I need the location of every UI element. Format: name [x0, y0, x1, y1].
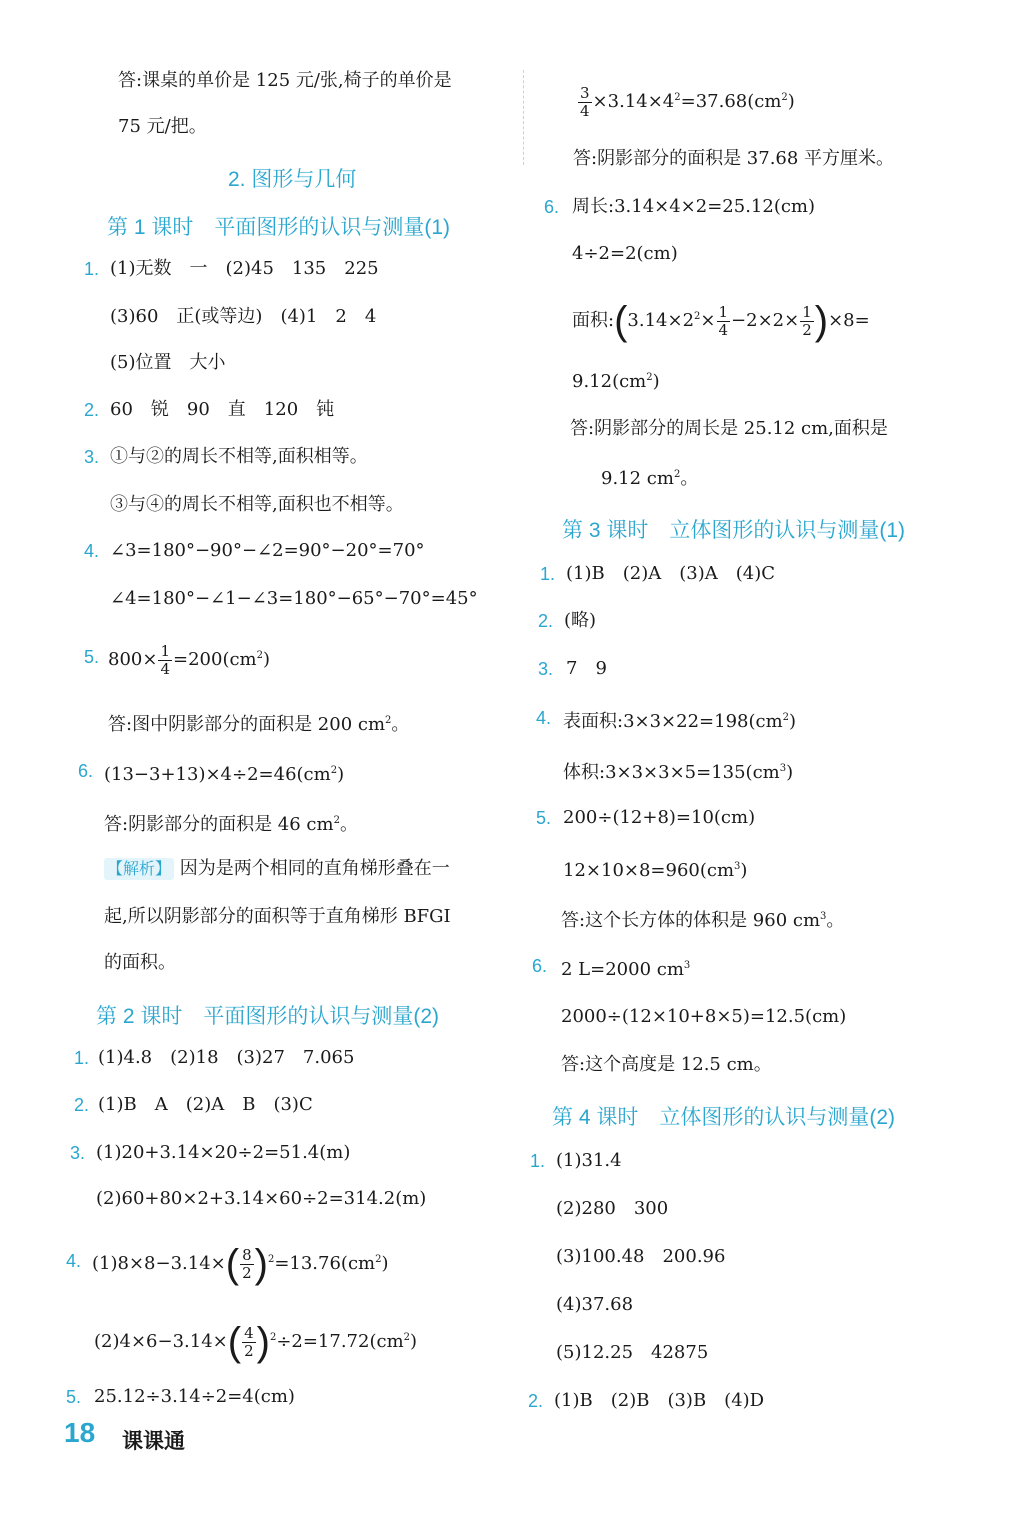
unit-title: 2. 图形与几何 — [228, 168, 357, 191]
lesson-2-title: 第 2 课时 平面图形的认识与测量(2) — [96, 1005, 440, 1028]
question-number: 1. — [84, 259, 100, 279]
answer-line: ③与④的周长不相等,面积也不相等。 — [110, 494, 404, 515]
analysis-tag: 【解析】 — [104, 858, 174, 880]
answer-line: 答:课桌的单价是 125 元/张,椅子的单价是 — [118, 70, 452, 91]
answer-line: ∠4=180°−∠1−∠3=180°−65°−70°=45° — [110, 588, 478, 609]
answer-line: 答:阴影部分的面积是 37.68 平方厘米。 — [573, 148, 895, 169]
answer-line: 75 元/把。 — [118, 116, 207, 137]
answer-line: ①与②的周长不相等,面积相等。 — [110, 446, 368, 467]
answer-line: 2 L=2000 $cm^3$ — [561, 959, 691, 980]
formula-line: (2)4×6−3.14×( $\frac{4}{2}$ )$^2\div 2=17.72(cm^2)$ — [94, 1320, 418, 1364]
answer-line: ∠3=180°−90°−∠2=90°−20°=70° — [110, 540, 425, 561]
formula-line: $\frac{3}{4}$ $\times 3.14\times 4^2=37.68(cm^2)$ — [580, 83, 795, 120]
formula-text: =200(cm — [173, 649, 257, 670]
formula-line: 面积$:(3.14\times 2^2\times$ $\frac{1}{4}$ −2×2× $\frac{1}{2}$ )×8= — [572, 299, 870, 343]
question-number: 5. — [84, 647, 100, 667]
question-number: 1. — [530, 1151, 546, 1171]
question-number: 6. — [532, 956, 548, 976]
answer-line: 答:阴影部分的面积是 46 $cm^2$。 — [104, 814, 358, 835]
answer-line: (2)60+80×2+3.14×60÷2=314.2(m) — [96, 1188, 427, 1209]
fraction: $\frac{1}{2}$ — [802, 302, 812, 339]
question-number: 6. — [544, 197, 560, 217]
answer-line: (1)B (2)A (3)A (4)C — [566, 563, 775, 584]
answer-line: 4÷2=2(cm) — [572, 243, 678, 264]
answer-line: (1)B (2)B (3)B (4)D — [554, 1390, 765, 1411]
answer-line: (略) — [564, 610, 597, 631]
answer-line: (1)4.8 (2)18 (3)27 7.065 — [98, 1047, 355, 1068]
question-number: 4. — [66, 1251, 82, 1271]
question-number: 3. — [70, 1143, 86, 1163]
answer-line: 60 锐 90 直 120 钝 — [110, 399, 335, 420]
question-number: 2. — [74, 1095, 90, 1115]
answer-line: (5)位置 大小 — [110, 352, 226, 373]
fraction: $\frac{8}{2}$ — [242, 1245, 252, 1282]
answer-line: (2)280 300 — [556, 1198, 669, 1219]
question-number: 4. — [84, 541, 100, 561]
question-number: 2. — [528, 1391, 544, 1411]
answer-line: $9.12(cm^2)$ — [572, 371, 660, 392]
answer-line: (1)31.4 — [556, 1150, 622, 1171]
answer-line: 答:阴影部分的周长是 25.12 cm,面积是 — [570, 418, 888, 439]
formula-line: (1)8×8−3.14×( $\frac{8}{2}$ )$^2=13.76(cm^2)$ — [92, 1242, 389, 1286]
page-number: 18 — [64, 1417, 96, 1448]
answer-line: 答:图中阴影部分的面积是 200 $cm^2$。 — [108, 714, 410, 735]
question-number: 2. — [538, 611, 554, 631]
lesson-1-title: 第 1 课时 平面图形的认识与测量(1) — [107, 216, 451, 239]
answer-line: $12\times 10\times 8=960(cm^3)$ — [563, 860, 748, 881]
answer-line: 体积$:3\times 3\times 3\times 5=135(cm^3)$ — [563, 762, 794, 783]
question-number: 6. — [78, 761, 94, 781]
answer-line: (3)100.48 200.96 — [556, 1246, 726, 1267]
question-number: 3. — [538, 659, 554, 679]
answer-line: (4)37.68 — [556, 1294, 634, 1315]
answer-line: 200÷(12+8)=10(cm) — [563, 807, 756, 828]
formula-text: 800× — [108, 649, 158, 670]
column-divider — [523, 70, 524, 165]
question-number: 5. — [66, 1387, 82, 1407]
lesson-4-title: 第 4 课时 立体图形的认识与测量(2) — [552, 1106, 896, 1129]
question-number: 1. — [74, 1048, 90, 1068]
answer-line: 25.12÷3.14÷2=4(cm) — [94, 1386, 295, 1407]
fraction: $\frac{1}{4}$ — [160, 641, 170, 678]
answer-line: (3)60 正(或等边) (4)1 2 4 — [110, 306, 377, 327]
question-number: 1. — [540, 564, 556, 584]
answer-line: 答:这个高度是 12.5 cm。 — [561, 1054, 772, 1075]
answer-line: 7 9 — [566, 658, 607, 679]
lesson-3-title: 第 3 课时 立体图形的认识与测量(1) — [562, 519, 906, 542]
analysis-line: 起,所以阴影部分的面积等于直角梯形 BFGI — [104, 906, 451, 927]
answer-line: (1)无数 一 (2)45 135 225 — [110, 258, 379, 279]
answer-line: 表面积$:3\times 3\times 22=198(cm^2)$ — [563, 711, 797, 732]
question-number: 5. — [536, 808, 552, 828]
analysis-line: 的面积。 — [104, 952, 176, 973]
fraction: $\frac{1}{4}$ — [718, 302, 729, 339]
answer-line: 9.12 $cm^2$。 — [601, 468, 699, 489]
answer-line: 2000÷(12×10+8×5)=12.5(cm) — [561, 1006, 847, 1027]
answer-line: 周长:3.14×4×2=25.12(cm) — [572, 196, 816, 217]
fraction: $\frac{3}{4}$ — [580, 83, 590, 120]
question-number: 2. — [84, 400, 100, 420]
answer-line: (1)20+3.14×20÷2=51.4(m) — [96, 1142, 351, 1163]
answer-line: $(13-3+13)\times 4\div 2=46(cm^2)$ — [104, 764, 345, 785]
answer-line: 答:这个长方体的体积是 960 $cm^3$。 — [561, 910, 845, 931]
formula-line: 800× $\frac{1}{4}$ $=200(cm^2)$ — [108, 641, 271, 678]
brand-name: 课课通 — [122, 1430, 185, 1453]
fraction: $\frac{4}{2}$ — [244, 1323, 254, 1360]
answer-line: (5)12.25 42875 — [556, 1342, 709, 1363]
analysis-line: 【解析】 因为是两个相同的直角梯形叠在一 — [104, 858, 450, 880]
question-number: 4. — [536, 708, 552, 728]
answer-line: (1)B A (2)A B (3)C — [98, 1094, 313, 1115]
question-number: 3. — [84, 447, 100, 467]
